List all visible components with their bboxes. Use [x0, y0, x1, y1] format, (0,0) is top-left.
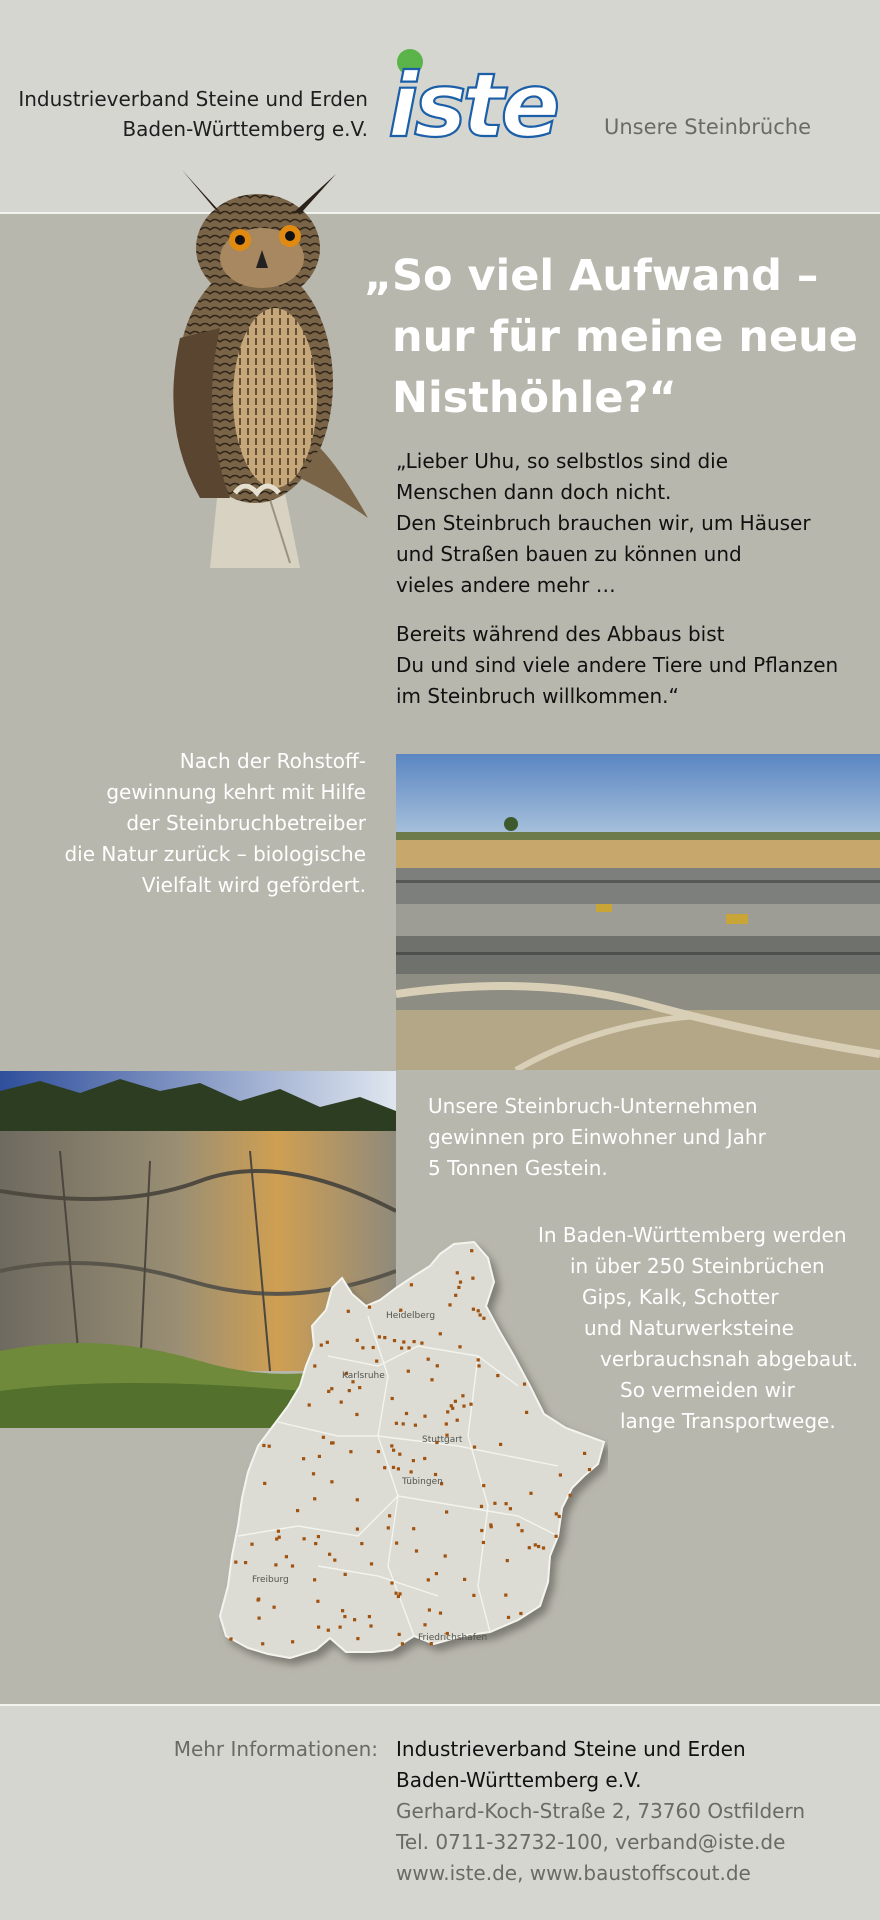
iste-logo [384, 46, 596, 146]
quarry-site-marker [558, 1515, 561, 1518]
quarry-pit-photo [396, 754, 880, 1070]
quarry-site-marker [480, 1505, 483, 1508]
quarry-site-marker [412, 1527, 415, 1530]
footer-websites[interactable]: www.iste.de, www.baustoffscout.de [396, 1861, 751, 1885]
quarry-site-marker [326, 1341, 329, 1344]
quarry-site-marker [457, 1286, 460, 1289]
quarry-site-marker [313, 1578, 316, 1581]
quarry-site-marker [414, 1424, 417, 1427]
quarry-site-marker [358, 1386, 361, 1389]
quarry-site-marker [439, 1612, 442, 1615]
quarry-site-marker [506, 1559, 509, 1562]
footer-band [0, 1704, 880, 1920]
quarry-site-marker [555, 1535, 558, 1538]
text-line: und Straßen bauen zu können und [396, 542, 742, 566]
quarry-site-marker [273, 1606, 276, 1609]
header-organization [18, 84, 368, 144]
quarry-site-marker [291, 1564, 294, 1567]
quarry-site-marker [313, 1497, 316, 1500]
eagle-owl-image [140, 168, 380, 568]
map-label-karlsruhe: Karlsruhe [342, 1371, 385, 1381]
quarry-site-marker [360, 1542, 363, 1545]
headline-line: Nisthöhle?“ [392, 373, 677, 423]
quarry-site-marker [480, 1529, 483, 1532]
quarry-site-marker [555, 1512, 558, 1515]
quarry-site-marker [312, 1472, 315, 1475]
contact-block [396, 1734, 805, 1889]
quarry-site-marker [377, 1450, 380, 1453]
quarry-site-marker [525, 1411, 528, 1414]
text-line: und Naturwerksteine [584, 1316, 794, 1340]
more-info-label: Mehr Informationen: [173, 1737, 378, 1761]
text-line: 5 Tonnen Gestein. [428, 1156, 608, 1180]
quarry-site-marker [258, 1617, 261, 1620]
quarry-site-marker [400, 1347, 403, 1350]
quarry-site-marker [291, 1640, 294, 1643]
quarry-site-marker [383, 1336, 386, 1339]
quarry-site-marker [261, 1642, 264, 1645]
quarry-site-marker [398, 1453, 401, 1456]
quarry-site-marker [320, 1344, 323, 1347]
quarry-site-marker [308, 1403, 311, 1406]
quarry-site-marker [542, 1546, 545, 1549]
map-label-freiburg: Freiburg [252, 1575, 289, 1585]
quarry-site-marker [456, 1419, 459, 1422]
text-line: Den Steinbruch brauchen wir, um Häuser [396, 511, 811, 535]
quarry-site-marker [369, 1624, 372, 1627]
quarry-site-marker [313, 1364, 316, 1367]
quarry-site-marker [327, 1390, 330, 1393]
footer-org-line2: Baden-Württemberg e.V. [396, 1768, 642, 1792]
text-line: Unsere Steinbruch-Unternehmen [428, 1094, 758, 1118]
quarry-site-marker [482, 1484, 485, 1487]
text-line: lange Transportwege. [620, 1409, 836, 1433]
text-line: gewinnen pro Einwohner und Jahr [428, 1125, 766, 1149]
quarry-site-marker [493, 1502, 496, 1505]
quarry-site-marker [348, 1389, 351, 1392]
quarry-site-marker [330, 1480, 333, 1483]
quarry-site-marker [489, 1523, 492, 1526]
quarry-site-marker [356, 1637, 359, 1640]
quarry-site-marker [479, 1313, 482, 1316]
text-line: Gips, Kalk, Schotter [582, 1285, 779, 1309]
quarry-site-marker [257, 1598, 260, 1601]
quarry-site-marker [505, 1502, 508, 1505]
quarry-site-marker [407, 1346, 410, 1349]
quarry-site-marker [395, 1422, 398, 1425]
quarry-site-marker [427, 1358, 430, 1361]
quarry-site-marker [410, 1470, 413, 1473]
map-label-tuebingen: Tübingen [402, 1477, 443, 1487]
quarry-site-marker [343, 1615, 346, 1618]
quarry-site-marker [392, 1449, 395, 1452]
quarry-site-marker [454, 1400, 457, 1403]
quarry-site-marker [328, 1553, 331, 1556]
quarry-site-marker [434, 1473, 437, 1476]
text-line: gewinnung kehrt mit Hilfe [106, 780, 366, 804]
text-line: in über 250 Steinbrüchen [570, 1254, 825, 1278]
quarry-site-marker [470, 1249, 473, 1252]
quarry-site-marker [387, 1526, 390, 1529]
quarry-site-marker [413, 1340, 416, 1343]
quarry-site-marker [534, 1543, 537, 1546]
quarry-site-marker [229, 1637, 232, 1640]
quarry-site-marker [463, 1578, 466, 1581]
quarry-site-marker [435, 1572, 438, 1575]
quarry-site-marker [314, 1542, 317, 1545]
quarry-site-marker [268, 1445, 271, 1448]
quarry-site-marker [263, 1482, 266, 1485]
quarry-site-marker [445, 1422, 448, 1425]
quarry-site-marker [398, 1633, 401, 1636]
quarry-site-marker [322, 1436, 325, 1439]
quarry-site-marker [588, 1468, 591, 1471]
quarry-site-marker [349, 1450, 352, 1453]
quarry-site-marker [347, 1310, 350, 1313]
quarry-site-marker [244, 1561, 247, 1564]
quarry-site-marker [330, 1441, 333, 1444]
quarry-site-marker [423, 1623, 426, 1626]
quarry-site-marker [528, 1546, 531, 1549]
quarry-site-marker [370, 1562, 373, 1565]
headline [364, 246, 858, 429]
quarry-site-marker [496, 1374, 499, 1377]
quarry-site-marker [391, 1397, 394, 1400]
header-org-line2: Baden-Württemberg e.V. [122, 117, 368, 141]
headline-line: nur für meine neue [392, 312, 858, 362]
quarry-site-marker [401, 1642, 404, 1645]
header-org-line1: Industrieverband Steine und Erden [18, 87, 368, 111]
quarry-site-marker [383, 1466, 386, 1469]
quarry-site-marker [559, 1473, 562, 1476]
quarry-site-marker [450, 1404, 453, 1407]
text-line: Bereits während des Abbaus bist [396, 622, 725, 646]
quarry-site-marker [378, 1335, 381, 1338]
quarry-site-marker [482, 1541, 485, 1544]
quarry-site-marker [397, 1467, 400, 1470]
quarry-site-marker [456, 1271, 459, 1274]
quarry-site-marker [410, 1283, 413, 1286]
text-line: verbrauchsnah abgebaut. [600, 1347, 859, 1371]
text-line: Du und sind viele andere Tiere und Pflanzen [396, 653, 839, 677]
logo-subtitle: Unsere Steinbrüche [604, 115, 811, 139]
quarry-site-marker [471, 1277, 474, 1280]
map-label-heidelberg: Heidelberg [386, 1311, 436, 1321]
quarry-site-marker [402, 1422, 405, 1425]
text-line: die Natur zurück – biologische [64, 842, 366, 866]
quarry-site-marker [361, 1346, 364, 1349]
text-line: „Lieber Uhu, so selbstlos sind die [396, 449, 729, 473]
quarry-site-marker [469, 1403, 472, 1406]
quarry-site-marker [523, 1383, 526, 1386]
quarry-site-marker [302, 1457, 305, 1460]
quarry-site-marker [499, 1443, 502, 1446]
quarry-site-marker [477, 1358, 480, 1361]
headline-line: So viel Aufwand – [392, 251, 819, 301]
quarry-site-marker [277, 1530, 280, 1533]
quarry-site-marker [340, 1401, 343, 1404]
quarry-site-marker [392, 1466, 395, 1469]
quarry-site-marker [339, 1626, 342, 1629]
quarry-site-marker [420, 1342, 423, 1345]
quarry-site-marker [448, 1303, 451, 1306]
quarry-site-marker [274, 1563, 277, 1566]
quarry-site-marker [458, 1345, 461, 1348]
quarry-site-marker [398, 1592, 401, 1595]
quarry-site-marker [356, 1498, 359, 1501]
quarry-site-marker [569, 1494, 572, 1497]
quarry-site-marker [482, 1317, 485, 1320]
quarry-site-marker [285, 1555, 288, 1558]
quarry-site-marker [402, 1340, 405, 1343]
text-line: vieles andere mehr … [396, 573, 616, 597]
quarry-site-marker [428, 1608, 431, 1611]
quarry-site-marker [477, 1364, 480, 1367]
quarry-site-marker [316, 1600, 319, 1603]
quarry-site-marker [327, 1629, 330, 1632]
quarry-site-marker [405, 1412, 408, 1415]
quarry-site-marker [439, 1332, 442, 1335]
quarry-site-marker [356, 1339, 359, 1342]
intro-paragraph-1 [396, 446, 811, 601]
regional-quarries-text [530, 1220, 870, 1437]
text-line: Menschen dann doch nicht. [396, 480, 672, 504]
quarry-site-marker [517, 1523, 520, 1526]
quarry-site-marker [427, 1578, 430, 1581]
quarry-site-marker [461, 1394, 464, 1397]
quarry-site-marker [395, 1542, 398, 1545]
quarry-site-marker [318, 1455, 321, 1458]
quarry-site-marker [368, 1306, 371, 1309]
quarry-site-marker [430, 1378, 433, 1381]
quarry-site-marker [341, 1609, 344, 1612]
quarry-site-marker [583, 1452, 586, 1455]
quarry-site-marker [330, 1387, 333, 1390]
quarry-site-marker [278, 1536, 281, 1539]
quarry-site-marker [372, 1346, 375, 1349]
quarry-site-marker [234, 1561, 237, 1564]
quarry-site-marker [472, 1308, 475, 1311]
quarry-site-marker [303, 1537, 306, 1540]
quarry-site-marker [368, 1615, 371, 1618]
text-line: Vielfalt wird gefördert. [141, 873, 366, 897]
quarry-site-marker [355, 1413, 358, 1416]
quarry-site-marker [423, 1415, 426, 1418]
header-band [0, 0, 880, 214]
quarry-site-marker [407, 1370, 410, 1373]
text-line: der Steinbruchbetreiber [126, 811, 366, 835]
quarry-site-marker [344, 1573, 347, 1576]
quarry-site-marker [473, 1446, 476, 1449]
quarry-site-marker [509, 1507, 512, 1510]
quarry-site-marker [333, 1559, 336, 1562]
quarry-site-marker [519, 1612, 522, 1615]
quarry-site-marker [462, 1405, 465, 1408]
quarry-site-marker [390, 1581, 393, 1584]
quarry-site-marker [477, 1309, 480, 1312]
text-line: im Steinbruch willkommen.“ [396, 684, 679, 708]
quarry-site-marker [375, 1360, 378, 1363]
map-label-stuttgart: Stuttgart [422, 1435, 463, 1445]
quarry-site-marker [423, 1457, 426, 1460]
footer-org-line1: Industrieverband Steine und Erden [396, 1737, 746, 1761]
quarry-site-marker [436, 1364, 439, 1367]
quarry-site-marker [504, 1594, 507, 1597]
quarry-site-marker [445, 1510, 448, 1513]
quarry-site-marker [446, 1410, 449, 1413]
quarry-site-marker [412, 1459, 415, 1462]
quarry-site-marker [262, 1444, 265, 1447]
quarry-site-marker [353, 1618, 356, 1621]
logo-wordmark: iste [388, 54, 557, 146]
quarry-site-marker [459, 1281, 462, 1284]
quarry-site-marker [390, 1444, 393, 1447]
text-line: In Baden-Württemberg werden [538, 1223, 847, 1247]
quarry-site-marker [444, 1554, 447, 1557]
quarry-site-marker [296, 1509, 299, 1512]
quarry-site-marker [520, 1529, 523, 1532]
quarry-site-marker [388, 1514, 391, 1517]
quarry-site-marker [395, 1592, 398, 1595]
map-label-friedrichshafen: Friedrichshafen [418, 1633, 488, 1643]
renaturation-text [64, 746, 366, 901]
headline-open-quote: „ [364, 251, 393, 301]
quarry-site-marker [529, 1492, 532, 1495]
quarry-site-marker [250, 1543, 253, 1546]
quarry-site-marker [317, 1535, 320, 1538]
intro-paragraph-2 [396, 619, 838, 712]
quarry-site-marker [454, 1294, 457, 1297]
text-line: Nach der Rohstoff- [179, 749, 366, 773]
footer-address: Gerhard-Koch-Straße 2, 73760 Ostfildern [396, 1799, 806, 1823]
production-text [428, 1091, 766, 1184]
quarry-site-marker [317, 1626, 320, 1629]
quarry-site-marker [472, 1594, 475, 1597]
quarry-site-marker [507, 1616, 510, 1619]
quarry-site-marker [356, 1528, 359, 1531]
quarry-site-marker [537, 1545, 540, 1548]
text-line: So vermeiden wir [620, 1378, 795, 1402]
quarry-site-marker [393, 1339, 396, 1342]
footer-contact[interactable]: Tel. 0711-32732-100, verband@iste.de [396, 1830, 786, 1854]
quarry-site-marker [415, 1549, 418, 1552]
